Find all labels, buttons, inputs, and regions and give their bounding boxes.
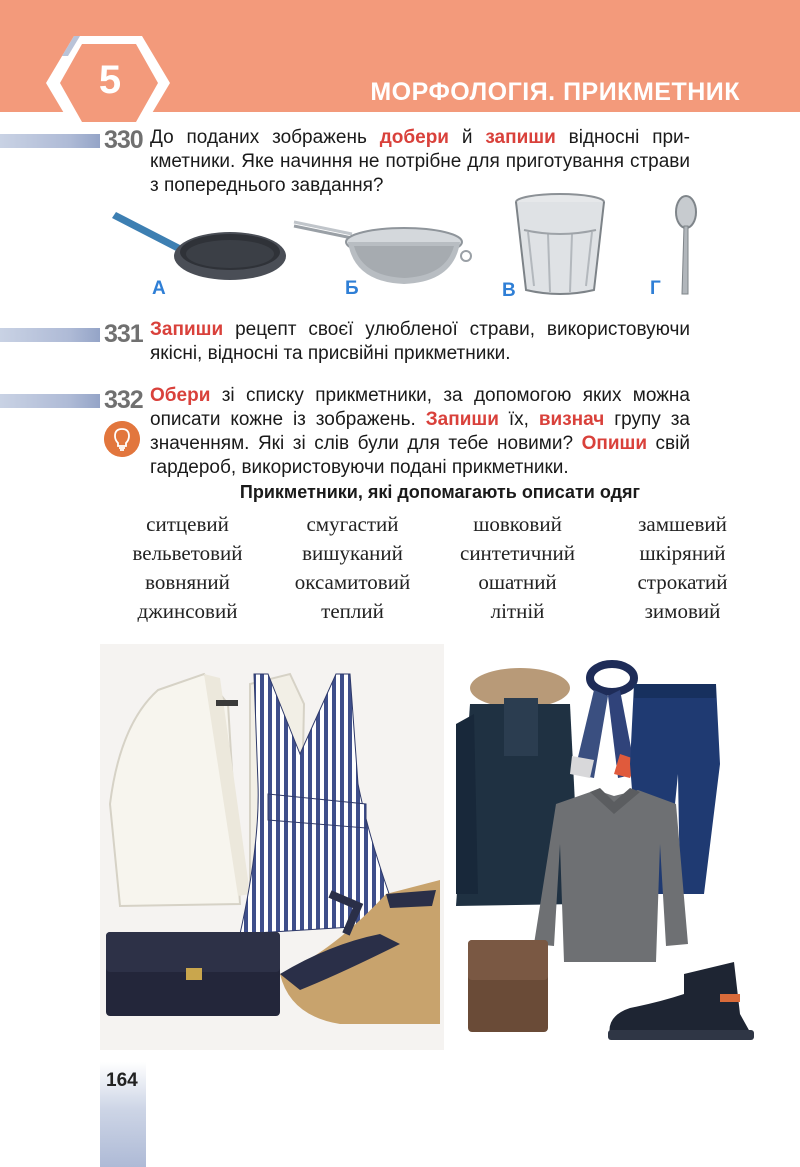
item-label-c: В [502, 280, 516, 301]
lightbulb-icon [104, 421, 140, 457]
right-outfit-photo [456, 644, 760, 1050]
chapter-number: 5 [98, 58, 122, 102]
clothing-photo [100, 644, 760, 1050]
adjective-word: синтетичний [460, 541, 575, 565]
task-331-text: Запиши рецепт своєї улюбленої страви, використовуючи якісні, відносні та присвійні прикметники. [150, 319, 690, 364]
adjective-word: ситцевий [146, 512, 229, 536]
adjective-word: вельветовий [132, 541, 243, 565]
adjective-word: смугастий [306, 512, 399, 536]
spoon-icon [664, 194, 710, 298]
task-330-bar [0, 134, 100, 148]
clutch-bag-icon [106, 932, 280, 1016]
adjectives-grid [105, 512, 765, 624]
item-label-b: Б [345, 278, 359, 299]
task-330-verb-choose: добери [379, 127, 449, 148]
page-number: 164 [106, 1070, 138, 1091]
adjective-word: замшевий [638, 512, 727, 536]
left-outfit-photo [100, 644, 444, 1050]
task-332-bar [0, 394, 100, 408]
task-332-verb-choose: Обери [150, 385, 211, 406]
adjective-word: строкатий [637, 570, 728, 594]
glass-icon [512, 192, 608, 298]
adjective-word: ошатний [478, 570, 557, 594]
adjective-word: оксамитовий [294, 570, 411, 594]
task-330-number: 330 [104, 126, 143, 154]
task-331-verb-write: Запиши [150, 319, 224, 340]
task-331-bar [0, 328, 100, 342]
item-label-a: А [152, 278, 166, 299]
task-332-verb-describe: Опиши [581, 433, 648, 454]
task-331-number: 331 [104, 320, 143, 348]
messenger-bag-icon [468, 940, 548, 1032]
adjective-word: зимовий [644, 599, 721, 623]
colander-icon [292, 212, 472, 288]
adjective-word: теплий [321, 599, 384, 623]
task-332-number: 332 [104, 386, 143, 414]
task-332-verb-write: Запиши [425, 409, 499, 430]
adjective-word: шкіряний [639, 541, 726, 565]
adjective-word: вовняний [145, 570, 230, 594]
adjective-word: джинсовий [137, 599, 238, 623]
frying-pan-icon [108, 210, 288, 290]
adjective-word: шовковий [473, 512, 562, 536]
item-label-d: Г [650, 278, 661, 299]
section-title: МОРФОЛОГІЯ. ПРИКМЕТНИК [370, 78, 740, 106]
task-332-verb-define: визнач [538, 409, 605, 430]
adjective-word: літній [490, 599, 545, 623]
task-332-text: Обери зі списку прикметники, за допомогою яких можна описати кожне із зображень. Запиши їх, визнач групу за значенням. Які зі слів були для тебе новими? Опиши свій гардероб, використовуючи подані прикметники. [150, 385, 690, 478]
task-330-verb-write: запиши [485, 127, 556, 148]
task-330-text: До поданих зображень добери й запиши відносні прикметники. Яке начиння не потрібне для приготування страви з попереднього завдання? [150, 127, 690, 196]
adjectives-heading: Прикметники, які допомагають описати одяг [239, 482, 641, 502]
adjective-word: вишуканий [302, 541, 403, 565]
